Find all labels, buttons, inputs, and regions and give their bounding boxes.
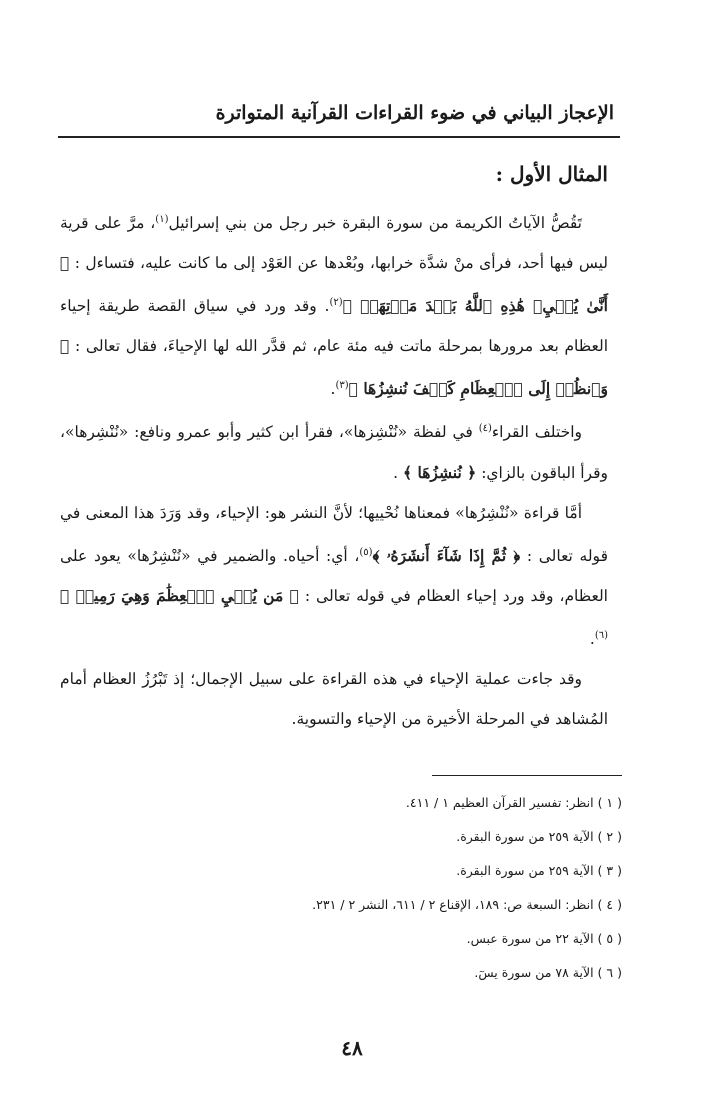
footnote-ref-2: (٢) [329,297,343,309]
paragraph-1 [60,200,608,409]
footnote-ref-5: (٥) [359,546,373,558]
footnote-ref-3: (٣) [335,380,349,392]
footnote-ref-4: (٤) [478,423,492,435]
paragraph-4 [60,659,608,739]
footnote-4: ( ٤ ) انظر: السبعة ص: ١٨٩، الإقناع ٢ / ٦١١، النشر ٢ / ٢٣١. [312,897,622,912]
text-run: وقد جاءت عملية الإحياء في هذه القراءة على سبيل الإجمال؛ إذ تَبْرُزُ العظام أمام المُشاهد في المرحلة الأخيرة من الإحياء والتسوية. [60,669,608,728]
text-run: . [589,629,595,648]
footnote-5: ( ٥ ) الآية ٢٢ من سورة عبس. [466,931,622,946]
footnote-ref-1: (١) [155,214,169,225]
main-text [60,152,608,739]
footnote-1: ( ١ ) انظر: تفسير القرآن العظيم ١ / ٤١١. [405,795,622,810]
paragraph-3 [60,493,608,659]
quran-verse: ﴿ نُنشِزُهَا ﴾ [403,462,477,482]
footnote-3: ( ٣ ) الآية ٢٥٩ من سورة البقرة. [456,863,622,878]
footnote-2: ( ٢ ) الآية ٢٥٩ من سورة البقرة. [456,829,622,844]
text-run: تَقُصُّ الآياتُ الكريمة من سورة البقرة خبر رجل من بني إسرائيل [168,214,582,233]
quran-verse: ﴿ مَن يُحۡيِ ٱلۡعِظَٰمَ وَهِيَ رَمِيمٞ ﴾ [60,585,299,605]
footnotes [60,786,622,990]
paragraph-2 [60,409,608,492]
text-run: . وقد ورد في سياق القصة طريقة إحياء العظام بعد مرورها بمرحلة ماتت فيه مئة عام، ثم قدَّر الله لها الإحياءَ، فقال تعالى : [60,297,608,356]
page-number: ٤٨ [341,1036,363,1060]
quran-verse: ﴿ ثُمَّ إِذَا شَآءَ أَنشَرَهُۥ ﴾ [372,545,521,565]
text-run: في لفظة «نُنْشِزها»، فقرأ ابن كثير وأبو عمرو ونافع: «نُنْشِرها»، وقرأ الباقون بالزاي: [60,423,608,482]
quran-verse: ﴿ أَنَّىٰ يُحۡيِۦ هَٰذِهِ ٱللَّهُ بَعۡدَ مَوۡتِهَاۖ ﴾ [60,253,608,316]
text-run: . [330,380,336,399]
text-run: أمَّا قراءة «نُنْشِرُها» فمعناها نُحْييها؛ لأنَّ النشر هو: الإحياء، وقد وَرَدَ هذا المعنى في قوله تعالى : [60,503,608,565]
footnote-ref-6: (٦) [594,629,608,641]
running-header [58,96,620,138]
footnote-6: ( ٦ ) الآية ٧٨ من سورة يسٓ. [474,965,622,980]
section-heading: المثال الأول : [495,162,608,186]
text-run: . [393,463,399,482]
book-title: الإعجاز البياني في ضوء القراءات القرآنية المتواترة [215,102,614,124]
text-run: ، مرَّ على قرية ليس فيها أحد، فرأى منْ شدَّة خرابها، وبُعْدها عن العَوْد إلى ما كانت عليه، فتساءل : [60,214,609,273]
text-run: ، أي: أحياه. والضمير في «نُنْشِرُها» يعود على العظام، وقد ورد إحياء العظام في قوله تعالى : [60,546,608,605]
text-run: واختلف القراء [491,423,582,442]
footnote-separator [432,775,622,776]
quran-verse: ﴿ وَٱنظُرۡ إِلَى ٱلۡعِظَامِ كَيۡفَ نُنشِزُهَا ﴾ [60,336,608,399]
